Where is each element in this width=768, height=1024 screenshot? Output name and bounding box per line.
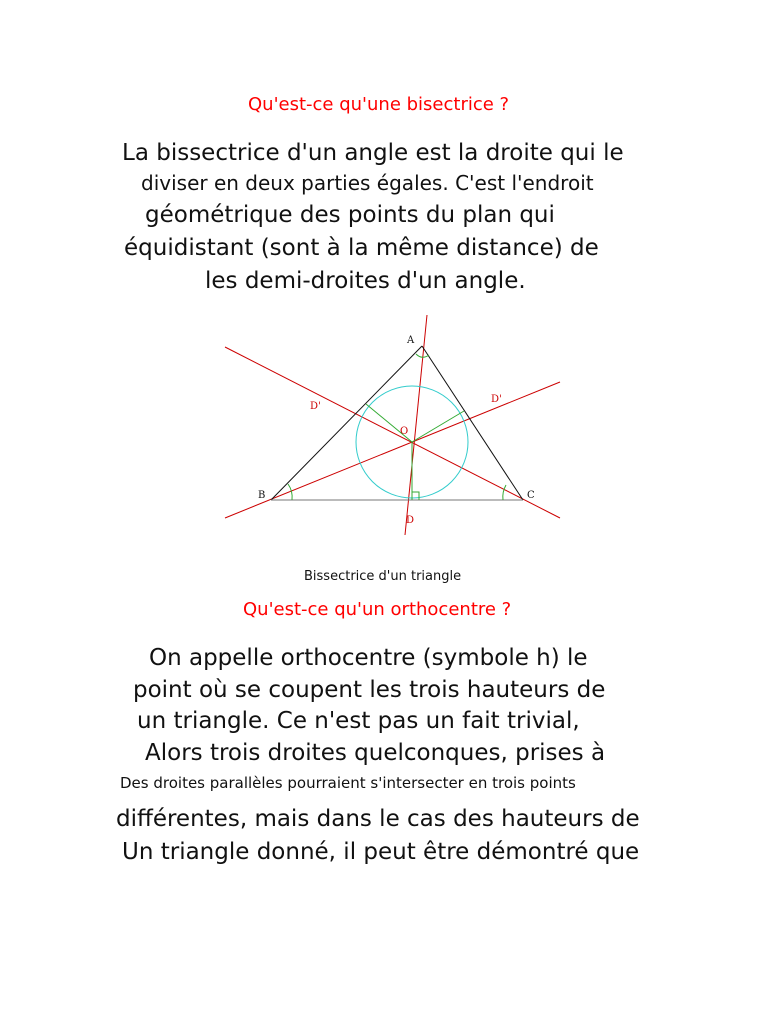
bisector-line-b bbox=[225, 382, 560, 518]
section2-line-2: point où se coupent les trois hauteurs de bbox=[133, 677, 606, 703]
section1-heading: Qu'est-ce qu'une bisectrice ? bbox=[248, 94, 510, 115]
section1-line-5: les demi-droites d'un angle. bbox=[205, 268, 526, 294]
section2-line-5: Des droites parallèles pourraient s'intersecter en trois points bbox=[120, 774, 576, 792]
label-d: D bbox=[406, 515, 415, 526]
section2-heading: Qu'est-ce qu'un orthocentre ? bbox=[243, 599, 512, 620]
section2-line-4: Alors trois droites quelconques, prises à bbox=[145, 740, 606, 766]
side-ab bbox=[271, 346, 422, 500]
section2-line-6: différentes, mais dans le cas des hauteurs de bbox=[116, 806, 640, 832]
radius-to-ac bbox=[412, 411, 464, 442]
label-a: A bbox=[407, 335, 415, 346]
section1-line-4: équidistant (sont à la même distance) de bbox=[124, 235, 599, 261]
section2-line-7: Un triangle donné, il peut être démontré que bbox=[122, 839, 640, 865]
label-o: O bbox=[400, 426, 409, 437]
label-b: B bbox=[258, 490, 266, 501]
label-d-prime-right: D' bbox=[491, 394, 502, 405]
triangle-bisector-figure bbox=[220, 310, 565, 540]
right-angle-mark bbox=[412, 492, 419, 500]
bisector-line-c bbox=[225, 347, 560, 518]
label-c: C bbox=[527, 490, 535, 501]
label-d-prime-left: D' bbox=[310, 401, 321, 412]
section2-line-3: un triangle. Ce n'est pas un fait trivial, bbox=[137, 708, 580, 734]
section1-line-2: diviser en deux parties égales. C'est l'endroit bbox=[141, 171, 594, 195]
figure-caption: Bissectrice d'un triangle bbox=[304, 569, 462, 584]
section1-line-1: La bissectrice d'un angle est la droite qui le bbox=[122, 140, 624, 166]
section2-line-1: On appelle orthocentre (symbole h) le bbox=[149, 645, 588, 671]
section1-line-3: géométrique des points du plan qui bbox=[145, 202, 555, 228]
angle-arc-c bbox=[503, 485, 506, 500]
side-ac bbox=[422, 346, 523, 500]
